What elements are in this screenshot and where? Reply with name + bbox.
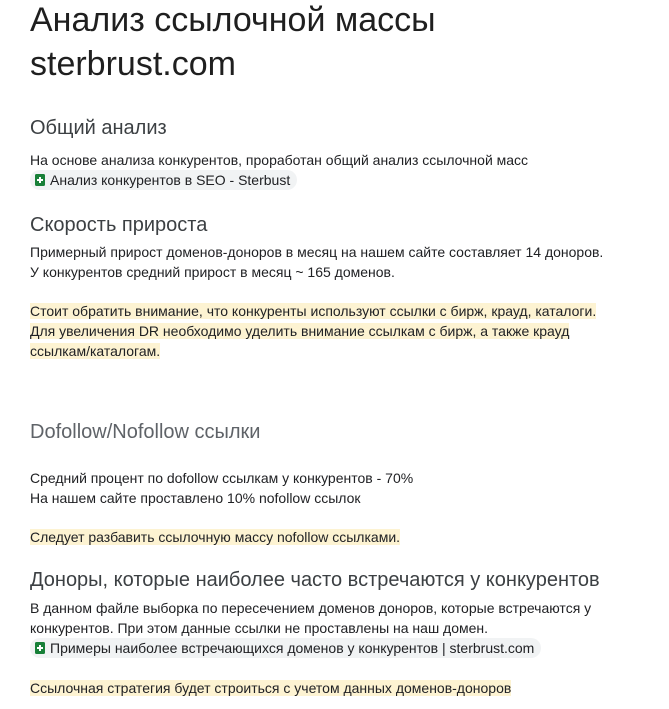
competitor-analysis-link-chip[interactable] <box>30 170 297 190</box>
highlighted-text: Стоит обратить внимание, что конкуренты используют ссылки с бирж, крауд, каталоги. <box>30 303 597 319</box>
spreadsheet-icon <box>35 642 45 654</box>
highlighted-text: ссылкам/каталогам. <box>30 343 161 359</box>
general-analysis-text: На основе анализа конкурентов, проработан общий анализ ссылочной масс <box>30 152 529 168</box>
title-line-2: sterbrust.com <box>30 45 236 83</box>
highlighted-text: Следует разбавить ссылочную массу nofollow ссылками. <box>30 529 401 545</box>
growth-text-line-1: Примерный прирост доменов-доноров в месяц на нашем сайте составляет 14 доноров. <box>30 244 604 260</box>
growth-text-line-2: У конкурентов средний прирост в месяц ~ 165 доменов. <box>30 264 395 280</box>
donors-highlight <box>30 678 650 698</box>
chip-label: Анализ конкурентов в SEO - Sterbust <box>50 172 291 188</box>
highlighted-text: Для увеличения DR необходимо уделить внимание ссылкам с бирж, а также крауд <box>30 323 570 339</box>
dofollow-text-line-1: Средний процент по dofollow ссылкам у конкурентов - 70% <box>30 470 414 486</box>
donors-heading: Доноры, которые наиболее часто встречаются у конкурентов <box>30 569 600 591</box>
general-analysis-heading: Общий анализ <box>30 117 167 139</box>
growth-highlight-line-1 <box>30 301 650 321</box>
growth-highlight-line-2 <box>30 321 650 341</box>
highlighted-text: Ссылочная стратегия будет строиться с учетом данных доменов-доноров <box>30 680 512 696</box>
title-line-1: Анализ ссылочной массы <box>30 1 436 39</box>
donor-examples-link-chip[interactable] <box>30 638 541 658</box>
dofollow-highlight <box>30 527 650 547</box>
donors-text-line-1: В данном файле выборка по пересечением доменов доноров, которые встречаются у <box>30 600 592 616</box>
growth-speed-heading: Скорость прироста <box>30 214 208 236</box>
donors-text-line-2: конкурентов. При этом данные ссылки не проставлены на наш домен. <box>30 620 489 636</box>
spreadsheet-icon <box>35 174 45 186</box>
page-title <box>30 0 650 86</box>
dofollow-heading: Dofollow/Nofollow ссылки <box>30 421 261 443</box>
growth-highlight-line-3 <box>30 341 650 361</box>
chip-label: Примеры наиболее встречающихся доменов у конкурентов | sterbrust.com <box>50 640 535 656</box>
dofollow-text-line-2: На нашем сайте проставлено 10% nofollow ссылок <box>30 490 361 506</box>
